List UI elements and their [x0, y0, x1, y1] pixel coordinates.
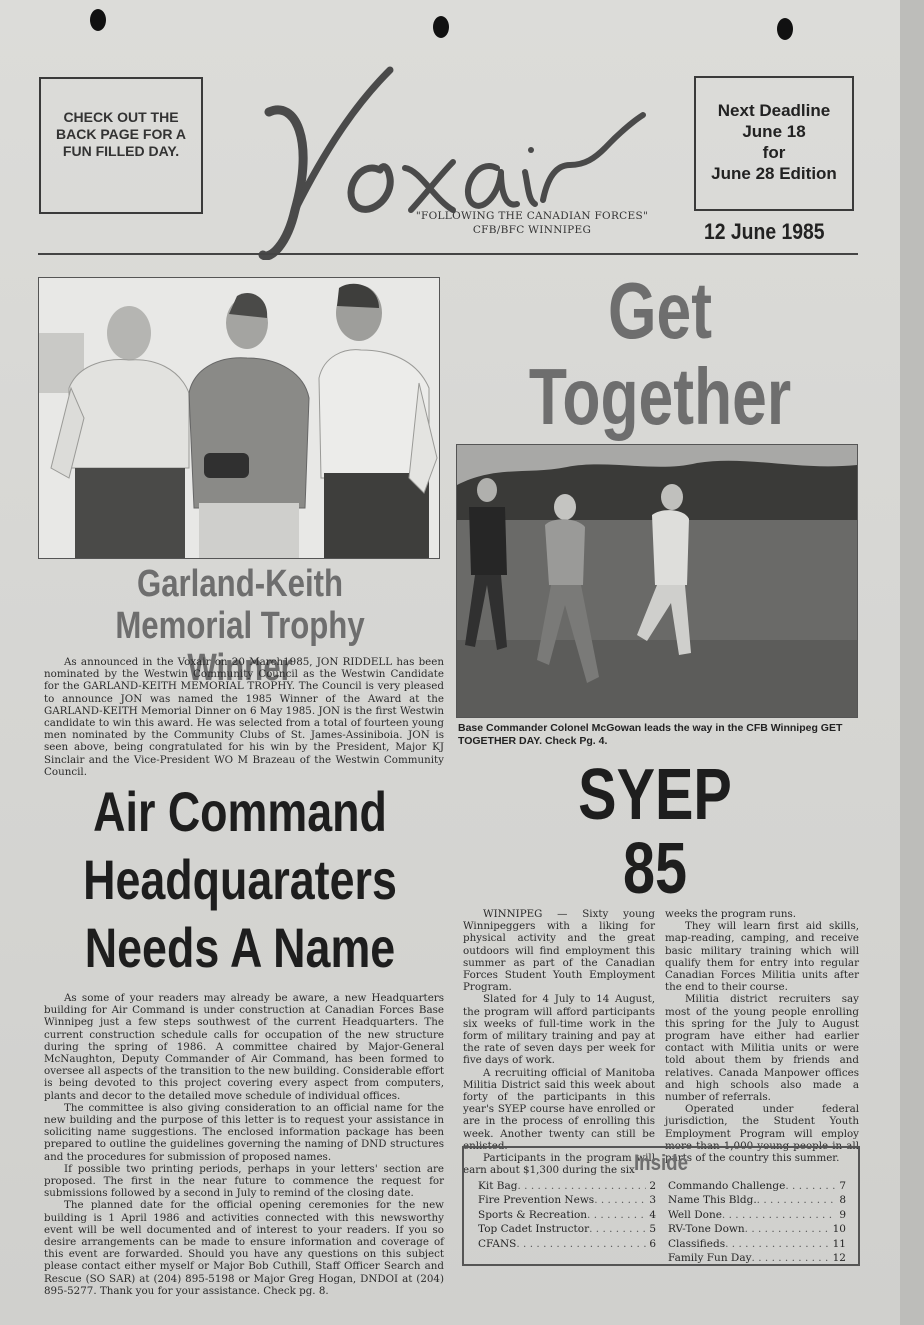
issue-date: 12 June 1985: [704, 219, 825, 244]
index-entry[interactable]: [668, 1193, 846, 1207]
deadline-line2: June 18: [742, 122, 806, 141]
air-command-article: [44, 992, 444, 1297]
index-label: Fire Prevention News: [478, 1194, 595, 1207]
headline-line: 85: [622, 829, 688, 909]
inside-index: [462, 1146, 860, 1266]
index-label: Name This Bldg.: [668, 1194, 757, 1207]
index-label: Family Fun Day: [668, 1252, 752, 1265]
runners-photo-image: [457, 445, 857, 717]
index-page: 3: [649, 1194, 656, 1207]
syep-headline: [547, 755, 763, 909]
index-entry[interactable]: [668, 1208, 846, 1222]
page-edge: [900, 0, 924, 1325]
syep-article-col1: [463, 908, 655, 1176]
promo-text: CHECK OUT THE BACK PAGE FOR A FUN FILLED DAY.: [56, 109, 186, 159]
index-label: CFANS: [478, 1237, 517, 1250]
air-command-headline: [72, 778, 408, 982]
index-label: Well Done: [668, 1208, 722, 1221]
article-paragraph: The committee is also giving consideration to an official name for the new building and the purpose of this letter is to request your assistance in soliciting name suggestions. The enclosed information package has been prepared to outline the guidelines governing the naming of DND structures and the procedures for submission of proposed names.: [44, 1101, 444, 1163]
index-page: 12: [832, 1252, 846, 1265]
index-label: Kit Bag: [478, 1180, 518, 1192]
index-label: Classifieds: [668, 1237, 726, 1250]
article-paragraph: WINNIPEG — Sixty young Winnipeggers with a liking for physical activity and the great outdoors will find employment this summer as part of the Canadian Forces Student Youth Employment Program.: [463, 908, 655, 994]
index-entry[interactable]: [478, 1208, 656, 1222]
index-entry[interactable]: [478, 1193, 656, 1207]
headline-line: Garland-Keith: [136, 563, 344, 605]
article-paragraph: weeks the program runs.: [665, 908, 797, 920]
index-entry[interactable]: [668, 1237, 846, 1251]
article-paragraph: Operated under federal jurisdiction, the Student Youth Employment Program will employ more than 1,000 young people in all parts of the country this summer.: [665, 1103, 859, 1165]
tagline-base: CFB/BFC WINNIPEG: [472, 224, 592, 236]
article-paragraph: Slated for 4 July to 14 August, the program will afford participants six weeks of full-time work in the form of military training and pay at the rate of seven days per week for five days of work.: [463, 993, 655, 1067]
deadline-line3: for: [762, 143, 786, 162]
index-page: 7: [839, 1180, 846, 1192]
headline-line: Air Command: [93, 780, 387, 843]
headline-line: Needs A Name: [84, 916, 396, 979]
inside-col-left: [478, 1179, 656, 1251]
tagline-text: "FOLLOWING THE CANADIAN FORCES": [415, 210, 649, 222]
index-page: 6: [649, 1237, 656, 1250]
index-label: Sports & Recreation: [478, 1208, 588, 1221]
photo-caption: Base Commander Colonel McGowan leads the way in the CFB Winnipeg GET TOGETHER DAY. Check Pg. 4.: [458, 722, 843, 747]
index-page: 2: [649, 1180, 656, 1192]
runners-photo: [456, 444, 858, 718]
article-paragraph: Participants in the program will earn about $1,300 during the six: [463, 1152, 655, 1177]
headline-line: Together: [528, 352, 792, 441]
deadline-line4: June 28 Edition: [711, 164, 837, 183]
index-entry[interactable]: [478, 1237, 656, 1251]
deadline-line1: Next Deadline: [717, 101, 831, 120]
index-page: 10: [832, 1223, 846, 1236]
promo-box: [39, 77, 203, 214]
index-entry[interactable]: [668, 1222, 846, 1236]
index-entry[interactable]: [478, 1179, 656, 1193]
index-page: 11: [832, 1237, 846, 1250]
masthead-rule: [38, 253, 858, 255]
index-entry[interactable]: [668, 1179, 846, 1193]
index-label: RV-Tone Down: [668, 1223, 745, 1236]
headline-line: Get: [607, 266, 713, 355]
article-paragraph: As some of your readers may already be aware, a new Headquarters building for Air Command is under construction at Canadian Forces Base Winnipeg just a few steps southwest of the current Headquarters. The current construction schedule calls for occupation of the new structure during the spring of 1986. A committee chaired by Major-General McNaughton, Deputy Commander of Air Command, has been formed to oversee all aspects of the transition to the new building. Considerable effort is being devoted to this project covering every aspect from computers, plants and decor to the detailed move schedule of individual offices.: [44, 992, 444, 1102]
article-paragraph: They will learn first aid skills, map-reading, camping, and receive basic military training which will qualify them for entry into regular Canadian Forces Militia units after the end to their course.: [665, 920, 859, 994]
article-paragraph: A recruiting official of Manitoba Militia District said this week about forty of the participants in this year's SYEP course have enrolled or are in the process of enrolling this week. Another twenty can still be enlisted.: [463, 1066, 655, 1152]
article-paragraph: If possible two printing periods, perhaps in your letters' section are proposed. The first in the near future to commence the request for submissions followed by a second in July to remind of the closing date.: [44, 1162, 444, 1200]
index-label: Top Cadet Instructor: [478, 1223, 590, 1236]
article-paragraph: The planned date for the official opening ceremonies for the new building is 1 April 1986 and activities connected with this newsworthy event will be well documented and of interest to your readers. If you so desire arrangements can be made to ensure information and coverage of this event are forwarded. Should you have any questions on this subject please contact either myself or Major Bob Cuthill, Staff Officer Search and Rescue (SO SAR) at (204) 895-5198 or Major Greg Hogan, DNDOI at (204) 895-5277. Thank you for your assistance. Check pg. 8.: [44, 1199, 444, 1297]
headline-line: Headquaraters: [83, 848, 397, 911]
index-page: 4: [649, 1208, 656, 1221]
index-entry[interactable]: [668, 1251, 846, 1265]
index-page: 9: [839, 1208, 846, 1221]
garland-article: [44, 656, 444, 778]
deadline-box: [694, 76, 854, 211]
inside-title: Inside: [633, 1150, 689, 1175]
headline-line: SYEP: [578, 755, 732, 835]
article-paragraph: Militia district recruiters say most of the young people enrolling this spring for the July to August program have either had earlier contact with Militia units or were told about them by friends and relatives. Canada Manpower offices and high schools also made a number of referrals.: [665, 993, 859, 1104]
index-page: 8: [839, 1194, 846, 1207]
masthead-tagline: [392, 209, 672, 237]
binder-hole: [90, 9, 106, 31]
trophy-photo: [38, 277, 440, 559]
index-label: Commando Challenge: [668, 1180, 786, 1192]
headline-line: Memorial Trophy Winner: [115, 605, 365, 689]
article-paragraph: As announced in the Voxair on 20 March1985, JON RIDDELL has been nominated by the Westwin Community Council as the Westwin Candidate for the GARLAND-KEITH MEMORIAL TROPHY. The Council is very pleased to announce JON was named the 1985 Winner of the Award at the GARLAND-KEITH Memorial Dinner on 6 May 1985. JON is the first Westwin candidate to win this award. He was selected from a total of fourteen young men nominated by the Community Clubs of St. James-Assiniboia. JON is seen above, being congratulated for his win by the President, Major KJ Sinclair and the Vice-President WO M Brazeau of the Westwin Community Council.: [44, 656, 444, 778]
trophy-photo-image: [39, 278, 439, 558]
syep-article-col2: [665, 908, 859, 1164]
binder-hole: [777, 18, 793, 40]
inside-col-right: [668, 1179, 846, 1265]
binder-hole: [433, 16, 449, 38]
index-entry[interactable]: [478, 1222, 656, 1236]
index-page: 5: [649, 1223, 656, 1236]
